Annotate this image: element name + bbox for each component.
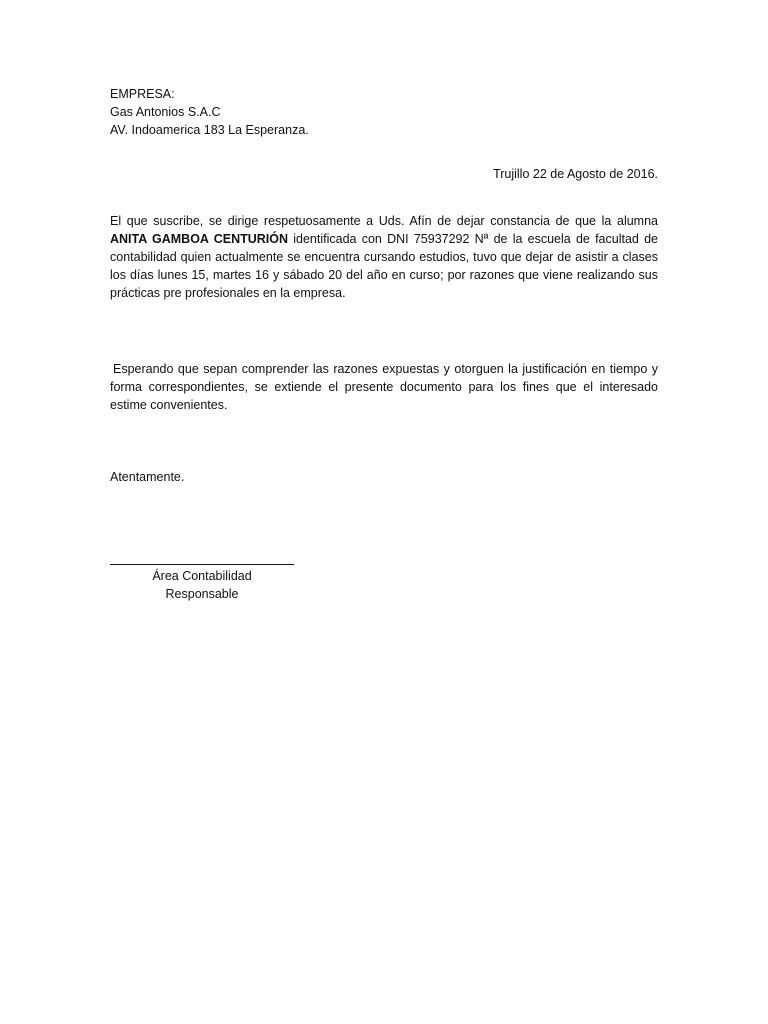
signature-area: Área Contabilidad — [152, 569, 252, 583]
closing-salutation: Atentamente. — [110, 470, 185, 484]
paragraph-intro: El que suscribe, se dirige respetuosamente a Uds. Afín de dejar constancia de que la alumna — [110, 214, 658, 228]
company-address: AV. Indoamerica 183 La Esperanza. — [110, 123, 309, 137]
signature-line — [110, 550, 294, 565]
signature-role: Responsable — [165, 587, 239, 601]
signature-block — [110, 550, 294, 603]
company-label: EMPRESA: — [110, 87, 175, 101]
paragraph-body: identificada con DNI 75937292 Nª de la escuela de facultad de contabilidad quien actualmente se encuentra cursando estudios, tuvo que dejar de asistir a clases los días lunes 15, martes 16 y sábado 20 del año en curso; por razones que viene realizando sus prácticas pre profesionales en la empresa. — [110, 232, 658, 300]
company-name: Gas Antonios S.A.C — [110, 105, 221, 119]
body-paragraph-2: Esperando que sepan comprender las razones expuestas y otorguen la justificación en tiempo y forma correspondientes, se extiende el presente documento para los fines que el interesado estime convenientes. — [110, 362, 658, 412]
date-line: Trujillo 22 de Agosto de 2016. — [493, 167, 658, 181]
body-paragraph-1 — [110, 212, 658, 302]
student-name: ANITA GAMBOA CENTURIÓN — [110, 232, 289, 246]
company-header — [110, 85, 510, 139]
